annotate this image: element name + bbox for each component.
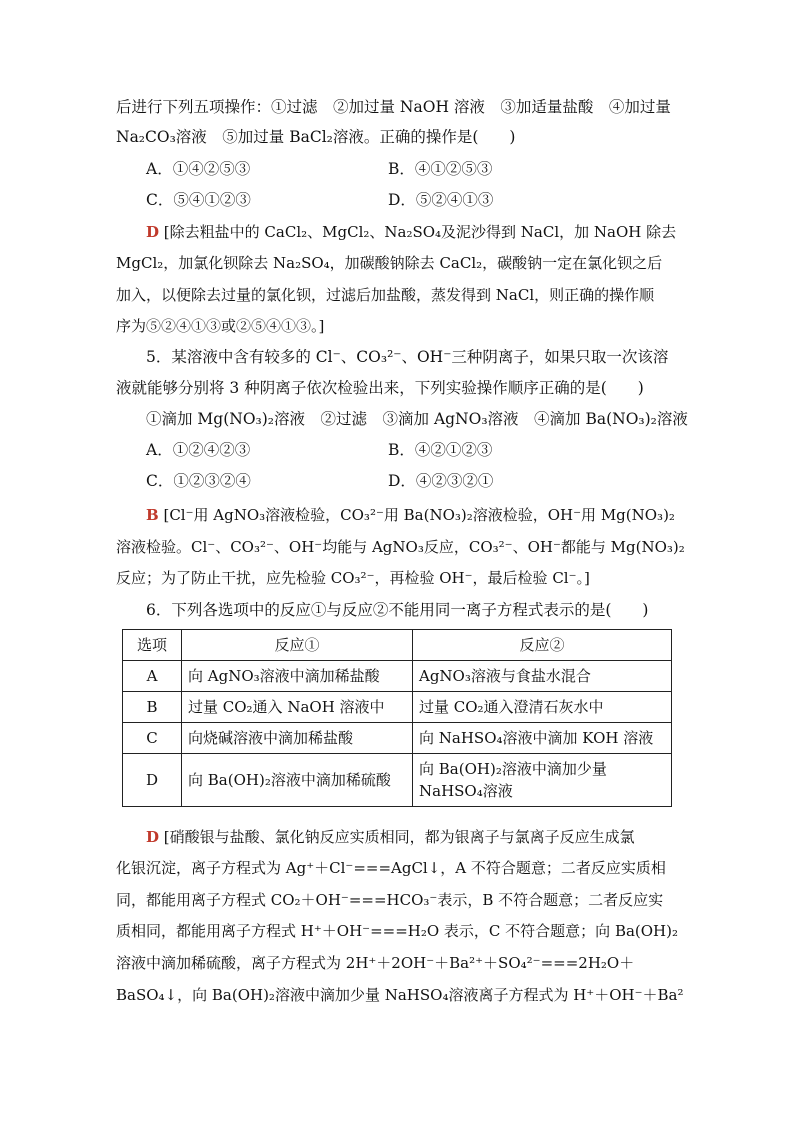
q6-answer: D xyxy=(146,828,160,846)
row-b-reaction-2: 过量 CO₂通入澄清石灰水中 xyxy=(413,692,672,723)
q5-answer: B xyxy=(146,506,159,524)
table-row xyxy=(123,754,672,807)
row-d-reaction-2-line2: NaHSO₄溶液 xyxy=(419,782,513,800)
table-row xyxy=(123,661,672,692)
row-a-reaction-1: 向 AgNO₃溶液中滴加稀盐酸 xyxy=(182,661,413,692)
row-a-option: A xyxy=(123,661,182,692)
q4-explanation-line4: 序为⑤②④①③或②⑤④①③。] xyxy=(116,317,325,335)
q5-option-c: C．①②③②④ xyxy=(146,472,251,490)
q4-stem-line1: 后进行下列五项操作：①过滤 ②加过量 NaOH 溶液 ③加适量盐酸 ④加过量 xyxy=(116,98,671,116)
row-b-reaction-1: 过量 CO₂通入 NaOH 溶液中 xyxy=(182,692,413,723)
q4-explanation-line3: 加入，以便除去过量的氯化钡，过滤后加盐酸，蒸发得到 NaCl，则正确的操作顺 xyxy=(116,286,655,304)
q5-stem-line2: 液就能够分别将 3 种阴离子依次检验出来，下列实验操作顺序正确的是( ) xyxy=(116,379,644,397)
q5-stem-line1: 5．某溶液中含有较多的 Cl⁻、CO₃²⁻、OH⁻三种阴离子，如果只取一次该溶 xyxy=(146,348,669,366)
q4-explanation-line2: MgCl₂，加氯化钡除去 Na₂SO₄，加碳酸钠除去 CaCl₂，碳酸钠一定在氯化钡之后 xyxy=(116,254,663,272)
q5-explanation-line3: 反应；为了防止干扰，应先检验 CO₃²⁻，再检验 OH⁻，最后检验 Cl⁻。] xyxy=(116,569,590,587)
header-reaction-1: 反应① xyxy=(182,630,413,661)
row-c-reaction-2: 向 NaHSO₄溶液中滴加 KOH 溶液 xyxy=(413,723,672,754)
q6-explanation-line5: 溶液中滴加稀硫酸，离子方程式为 2H⁺＋2OH⁻＋Ba²⁺＋SO₄²⁻===2H₂O＋ xyxy=(116,954,635,972)
header-option: 选项 xyxy=(123,630,182,661)
q4-answer: D xyxy=(146,223,160,241)
q4-option-b: B．④①②⑤③ xyxy=(388,160,493,178)
row-a-reaction-2: AgNO₃溶液与食盐水混合 xyxy=(413,661,672,692)
q5-explanation-line2: 溶液检验。Cl⁻、CO₃²⁻、OH⁻均能与 AgNO₃反应，CO₃²⁻、OH⁻都能与 Mg(NO₃)₂ xyxy=(116,538,685,556)
q6-table xyxy=(122,629,672,807)
q4-option-c: C．⑤④①②③ xyxy=(146,191,251,209)
row-b-option: B xyxy=(123,692,182,723)
q6-explanation-line2: 化银沉淀，离子方程式为 Ag⁺＋Cl⁻===AgCl↓，A 不符合题意；二者反应实质相 xyxy=(116,859,666,877)
q6-expl-text1: [硝酸银与盐酸、氯化钠反应实质相同，都为银离子与氯离子反应生成氯 xyxy=(163,828,635,846)
q5-operations: ①滴加 Mg(NO₃)₂溶液 ②过滤 ③滴加 AgNO₃溶液 ④滴加 Ba(NO₃)₂溶液 xyxy=(146,410,688,428)
q4-option-d: D．⑤②④①③ xyxy=(388,191,494,209)
q6-explanation-line6: BaSO₄↓，向 Ba(OH)₂溶液中滴加少量 NaHSO₄溶液离子方程式为 H⁺＋OH⁻＋Ba² xyxy=(116,986,684,1004)
table-row xyxy=(123,692,672,723)
table-header-row xyxy=(123,630,672,661)
q6-explanation-line1 xyxy=(146,826,635,848)
q4-stem-line2: Na₂CO₃溶液 ⑤加过量 BaCl₂溶液。正确的操作是( ) xyxy=(116,128,516,146)
q5-option-b: B．④②①②③ xyxy=(388,441,493,459)
q5-option-a: A．①②④②③ xyxy=(146,441,251,459)
row-c-reaction-1: 向烧碱溶液中滴加稀盐酸 xyxy=(182,723,413,754)
q5-option-d: D．④②③②① xyxy=(388,472,494,490)
row-d-reaction-1: 向 Ba(OH)₂溶液中滴加稀硫酸 xyxy=(182,754,413,807)
q4-explanation-line1 xyxy=(146,221,676,243)
row-d-option: D xyxy=(123,754,182,807)
q6-explanation-line3: 同，都能用离子方程式 CO₂＋OH⁻===HCO₃⁻表示，B 不符合题意；二者反应实 xyxy=(116,891,664,909)
q6-explanation-line4: 质相同，都能用离子方程式 H⁺＋OH⁻===H₂O 表示，C 不符合题意；向 Ba(OH)₂ xyxy=(116,922,679,940)
q4-expl-text1: [除去粗盐中的 CaCl₂、MgCl₂、Na₂SO₄及泥沙得到 NaCl，加 NaOH 除去 xyxy=(163,223,677,241)
q4-option-a: A．①④②⑤③ xyxy=(146,160,251,178)
q5-explanation-line1 xyxy=(146,504,675,526)
q5-expl-text1: [Cl⁻用 AgNO₃溶液检验，CO₃²⁻用 Ba(NO₃)₂溶液检验，OH⁻用 Mg(NO₃)₂ xyxy=(163,506,675,524)
row-d-reaction-2 xyxy=(413,754,672,807)
row-c-option: C xyxy=(123,723,182,754)
table-row xyxy=(123,723,672,754)
header-reaction-2: 反应② xyxy=(413,630,672,661)
q6-stem: 6．下列各选项中的反应①与反应②不能用同一离子方程式表示的是( ) xyxy=(146,601,649,619)
row-d-reaction-2-line1: 向 Ba(OH)₂溶液中滴加少量 xyxy=(419,760,607,778)
